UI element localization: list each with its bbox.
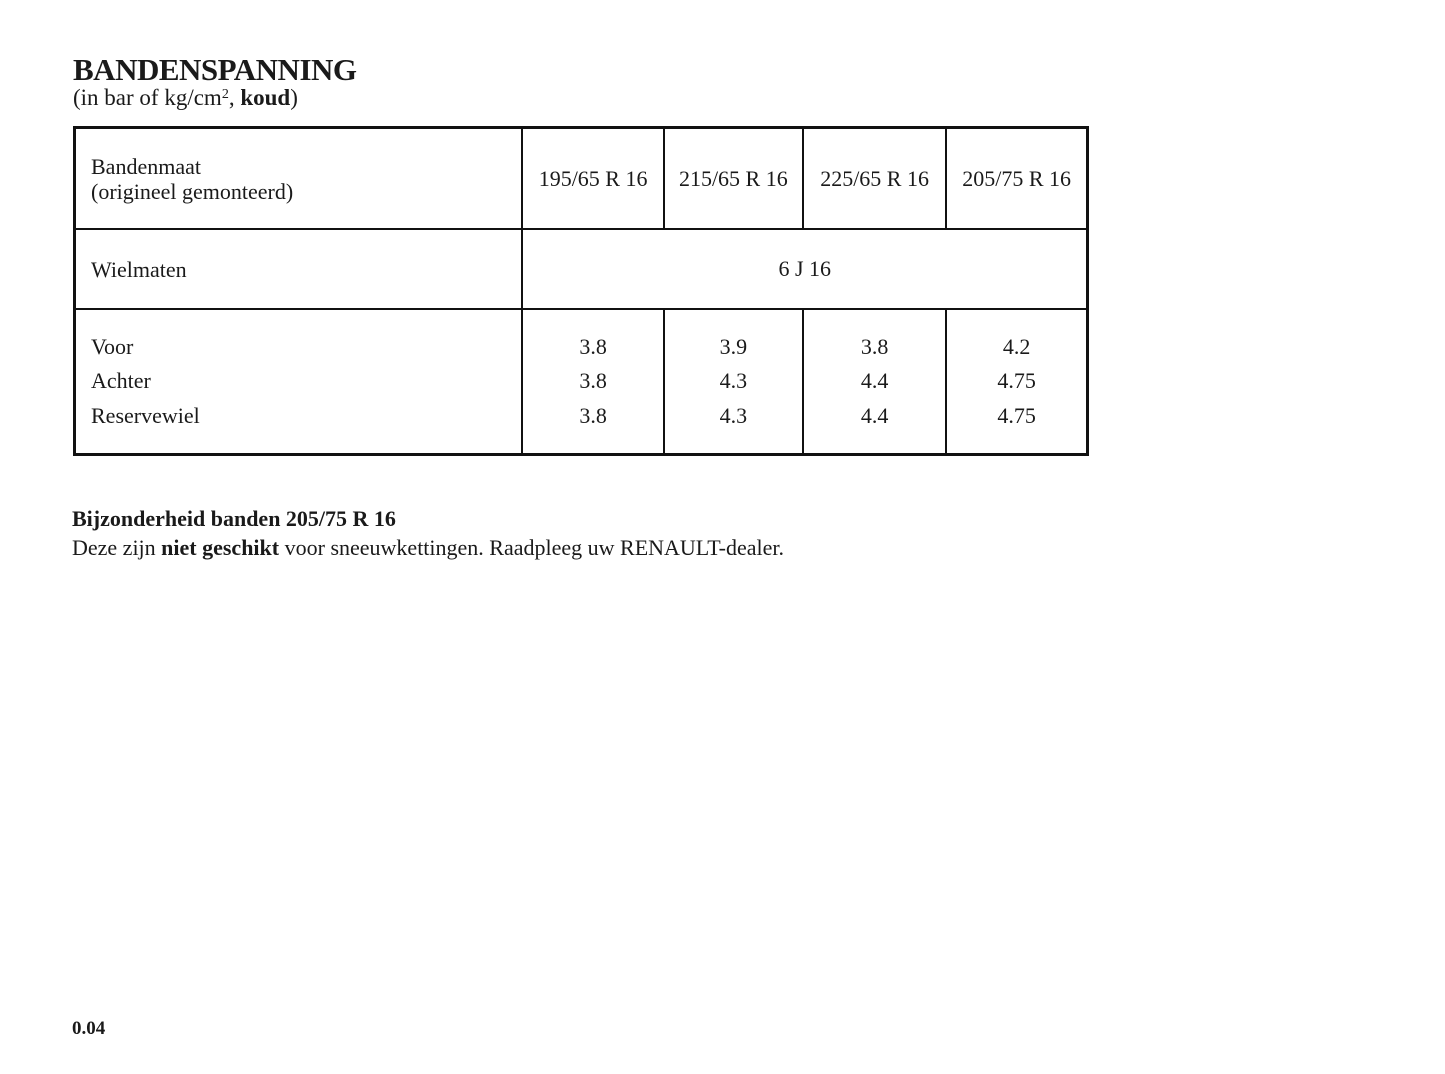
tire-size-label: Bandenmaat	[91, 153, 201, 179]
tire-size-label-cell	[75, 128, 523, 230]
pressure-value: 4.4	[860, 402, 889, 428]
tire-size-cell: 205/75 R 16	[946, 128, 1087, 230]
pressure-value: 3.8	[579, 368, 607, 394]
tire-size-cell: 195/65 R 16	[522, 128, 663, 230]
tire-size-label-note: (origineel gemonteerd)	[91, 178, 294, 204]
pressure-value: 3.8	[579, 402, 607, 428]
pressure-value: 3.8	[579, 333, 607, 359]
pressure-value: 4.2	[1002, 333, 1031, 359]
subtitle-superscript: 2	[221, 87, 229, 102]
subtitle-prefix: (in bar of kg/cm	[73, 85, 222, 110]
pressure-value: 3.8	[860, 333, 889, 359]
table-row-rim-size	[75, 229, 1088, 309]
pressure-value: 4.3	[719, 402, 748, 428]
pressure-value: 4.75	[997, 402, 1036, 428]
pressure-values-cell	[664, 309, 803, 455]
pressure-labels-cell	[75, 309, 523, 455]
pressure-value: 4.75	[997, 368, 1036, 394]
note-title: Bijzonderheid banden 205/75 R 16	[72, 506, 396, 531]
pressure-values-cell	[946, 309, 1087, 455]
tire-size-cell: 215/65 R 16	[664, 128, 803, 230]
pressure-label-rear: Achter	[91, 368, 151, 394]
pressure-label-spare: Reservewiel	[91, 402, 200, 428]
pressure-values-cell	[803, 309, 946, 455]
subtitle-mid: ,	[228, 85, 241, 110]
note-text-suffix: voor sneeuwkettingen. Raadpleeg uw RENAULT-dealer.	[279, 535, 784, 560]
note-text-bold: niet geschikt	[161, 535, 280, 560]
note-text-prefix: Deze zijn	[72, 535, 162, 560]
pressure-values-cell	[522, 309, 663, 455]
pressure-value: 4.3	[719, 368, 748, 394]
page-subtitle	[73, 84, 298, 112]
subtitle-suffix: )	[290, 85, 298, 110]
page-number: 0.04	[72, 1018, 106, 1039]
pressure-value: 4.4	[860, 368, 889, 394]
table-row-tire-size	[75, 128, 1088, 230]
pressure-label-front: Voor	[91, 333, 134, 359]
subtitle-bold: koud	[240, 85, 291, 110]
table-row-pressures	[75, 309, 1088, 455]
note-text	[72, 534, 784, 562]
tire-pressure-table	[73, 126, 1089, 456]
pressure-value: 3.9	[719, 333, 748, 359]
tire-size-cell: 225/65 R 16	[803, 128, 946, 230]
rim-size-label: Wielmaten	[75, 229, 523, 309]
page-title: BANDENSPANNING	[73, 52, 357, 87]
rim-size-value: 6 J 16	[522, 229, 1087, 309]
